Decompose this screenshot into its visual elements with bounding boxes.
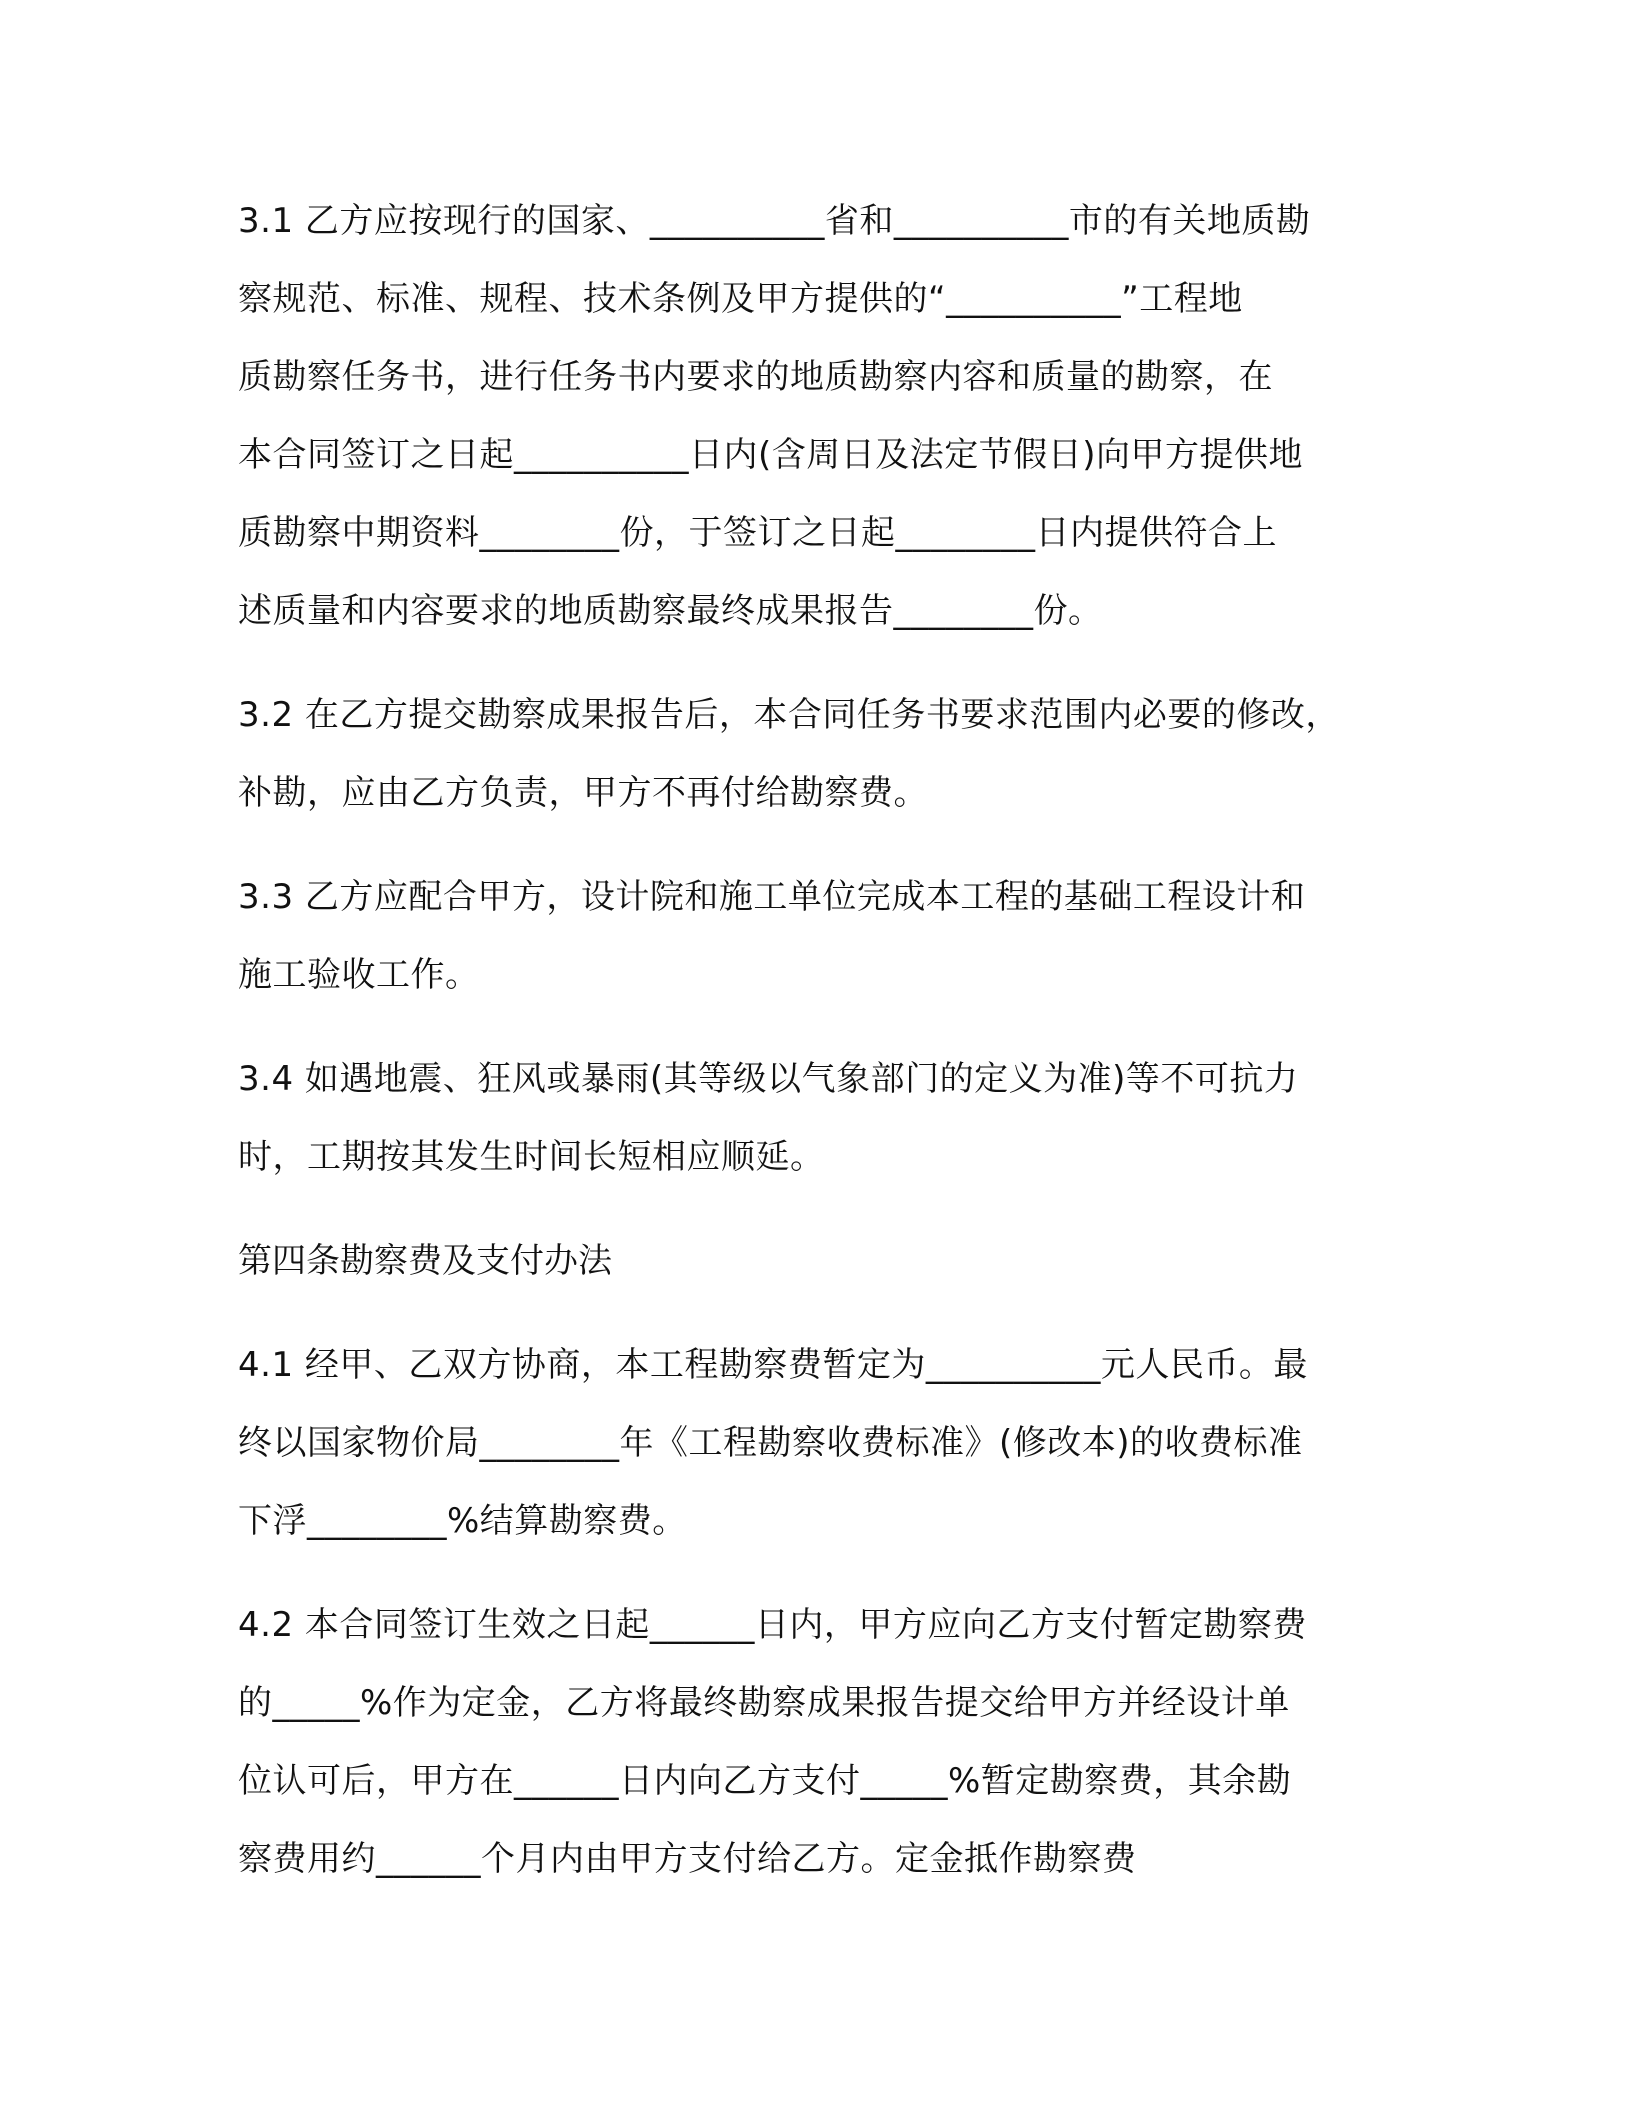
text-line: 时，工期按其发生时间长短相应顺延。 bbox=[238, 1137, 825, 1177]
text-line: 本合同签订之日起__________日内(含周日及法定节假日)向甲方提供地 bbox=[238, 435, 1304, 475]
text-line: 察规范、标准、规程、技术条例及甲方提供的“__________”工程地 bbox=[238, 279, 1243, 319]
clause-3-4 bbox=[238, 1040, 1413, 1196]
text-line: 察费用约______个月内由甲方支付给乙方。定金抵作勘察费 bbox=[238, 1839, 1137, 1879]
text-line: 补勘，应由乙方负责，甲方不再付给勘察费。 bbox=[238, 773, 928, 813]
text-line: 3.2 在乙方提交勘察成果报告后，本合同任务书要求范围内必要的修改， bbox=[238, 695, 1340, 735]
document-body bbox=[238, 182, 1413, 1924]
text-line: 终以国家物价局________年《工程勘察收费标准》(修改本)的收费标准 bbox=[238, 1423, 1303, 1463]
clause-3-1 bbox=[238, 182, 1413, 650]
clause-4-1 bbox=[238, 1326, 1413, 1560]
text-line: 3.4 如遇地震、狂风或暴雨(其等级以气象部门的定义为准)等不可抗力 bbox=[238, 1059, 1299, 1099]
text-line: 质勘察中期资料________份，于签订之日起________日内提供符合上 bbox=[238, 513, 1277, 553]
text-line: 4.1 经甲、乙双方协商，本工程勘察费暂定为__________元人民币。最 bbox=[238, 1345, 1308, 1385]
text-line: 施工验收工作。 bbox=[238, 955, 480, 995]
text-line: 3.1 乙方应按现行的国家、__________省和__________市的有关地质勘 bbox=[238, 201, 1311, 241]
clause-4-2 bbox=[238, 1586, 1413, 1898]
text-line: 下浮________%结算勘察费。 bbox=[238, 1501, 687, 1541]
clause-3-3 bbox=[238, 858, 1413, 1014]
text-line: 的_____%作为定金，乙方将最终勘察成果报告提交给甲方并经设计单 bbox=[238, 1683, 1290, 1723]
text-line: 4.2 本合同签订生效之日起______日内，甲方应向乙方支付暂定勘察费 bbox=[238, 1605, 1307, 1645]
text-line: 质勘察任务书，进行任务书内要求的地质勘察内容和质量的勘察，在 bbox=[238, 357, 1273, 397]
text-line: 位认可后，甲方在______日内向乙方支付_____%暂定勘察费，其余勘 bbox=[238, 1761, 1292, 1801]
text-line: 述质量和内容要求的地质勘察最终成果报告________份。 bbox=[238, 591, 1103, 631]
article-4-heading: 第四条勘察费及支付办法 bbox=[238, 1241, 612, 1281]
text-line: 3.3 乙方应配合甲方，设计院和施工单位完成本工程的基础工程设计和 bbox=[238, 877, 1306, 917]
clause-3-2 bbox=[238, 676, 1413, 832]
